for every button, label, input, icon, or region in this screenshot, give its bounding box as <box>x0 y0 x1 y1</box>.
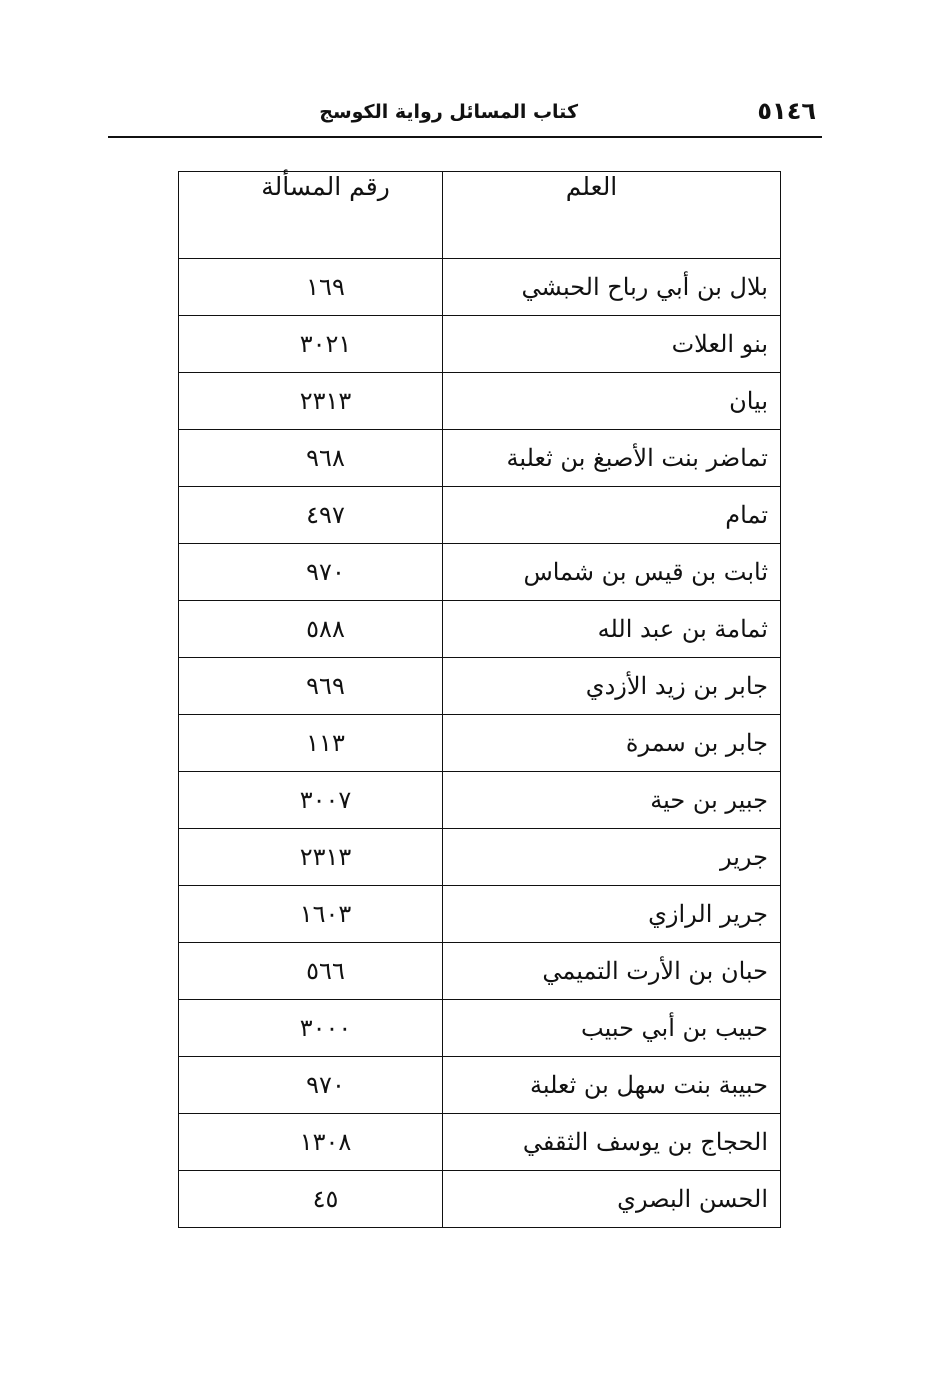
number-cell: ٢٣١٣ <box>179 373 443 430</box>
table-row <box>179 430 781 487</box>
table-row <box>179 1057 781 1114</box>
name-cell: حبيب بن أبي حبيب <box>443 1000 781 1057</box>
name-cell: جرير <box>443 829 781 886</box>
table-row <box>179 715 781 772</box>
name-cell: جابر بن زيد الأزدي <box>443 658 781 715</box>
column-header-number: رقم المسألة <box>179 172 443 259</box>
number-cell: ٤٥ <box>179 1171 443 1228</box>
number-cell: ١٦٠٣ <box>179 886 443 943</box>
column-header-name: العلم <box>443 172 781 259</box>
table-row <box>179 487 781 544</box>
name-cell: جابر بن سمرة <box>443 715 781 772</box>
table-row <box>179 829 781 886</box>
number-cell: ٥٦٦ <box>179 943 443 1000</box>
page-number: ٥١٤٦ <box>757 97 816 125</box>
book-title: كتاب المسائل رواية الكوسج <box>319 101 578 123</box>
table-row <box>179 601 781 658</box>
table-row <box>179 1171 781 1228</box>
number-cell: ١٦٩ <box>179 259 443 316</box>
number-cell: ٩٧٠ <box>179 1057 443 1114</box>
table-row <box>179 1114 781 1171</box>
name-cell: ثابت بن قيس بن شماس <box>443 544 781 601</box>
index-table <box>178 171 781 1228</box>
table-header-row <box>179 172 781 259</box>
number-cell: ٩٦٨ <box>179 430 443 487</box>
number-cell: ٣٠٠٧ <box>179 772 443 829</box>
name-cell: حبان بن الأرت التميمي <box>443 943 781 1000</box>
table-row <box>179 658 781 715</box>
name-cell: بنو العلات <box>443 316 781 373</box>
table-row <box>179 1000 781 1057</box>
page-header <box>108 92 822 138</box>
name-cell: تمام <box>443 487 781 544</box>
name-cell: الحجاج بن يوسف الثقفي <box>443 1114 781 1171</box>
table-row <box>179 886 781 943</box>
table-row <box>179 943 781 1000</box>
table-row <box>179 259 781 316</box>
number-cell: ١٣٠٨ <box>179 1114 443 1171</box>
name-cell: حبيبة بنت سهل بن ثعلبة <box>443 1057 781 1114</box>
name-cell: ثمامة بن عبد الله <box>443 601 781 658</box>
name-cell: تماضر بنت الأصبغ بن ثعلبة <box>443 430 781 487</box>
number-cell: ١١٣ <box>179 715 443 772</box>
table-row <box>179 316 781 373</box>
name-cell: جرير الرازي <box>443 886 781 943</box>
name-cell: بلال بن أبي رباح الحبشي <box>443 259 781 316</box>
number-cell: ٩٦٩ <box>179 658 443 715</box>
number-cell: ٥٨٨ <box>179 601 443 658</box>
name-cell: جبير بن حية <box>443 772 781 829</box>
number-cell: ٢٣١٣ <box>179 829 443 886</box>
number-cell: ٣٠٠٠ <box>179 1000 443 1057</box>
table-row <box>179 544 781 601</box>
name-cell: الحسن البصري <box>443 1171 781 1228</box>
table-row <box>179 772 781 829</box>
name-cell: بيان <box>443 373 781 430</box>
number-cell: ٩٧٠ <box>179 544 443 601</box>
number-cell: ٤٩٧ <box>179 487 443 544</box>
table-row <box>179 373 781 430</box>
number-cell: ٣٠٢١ <box>179 316 443 373</box>
